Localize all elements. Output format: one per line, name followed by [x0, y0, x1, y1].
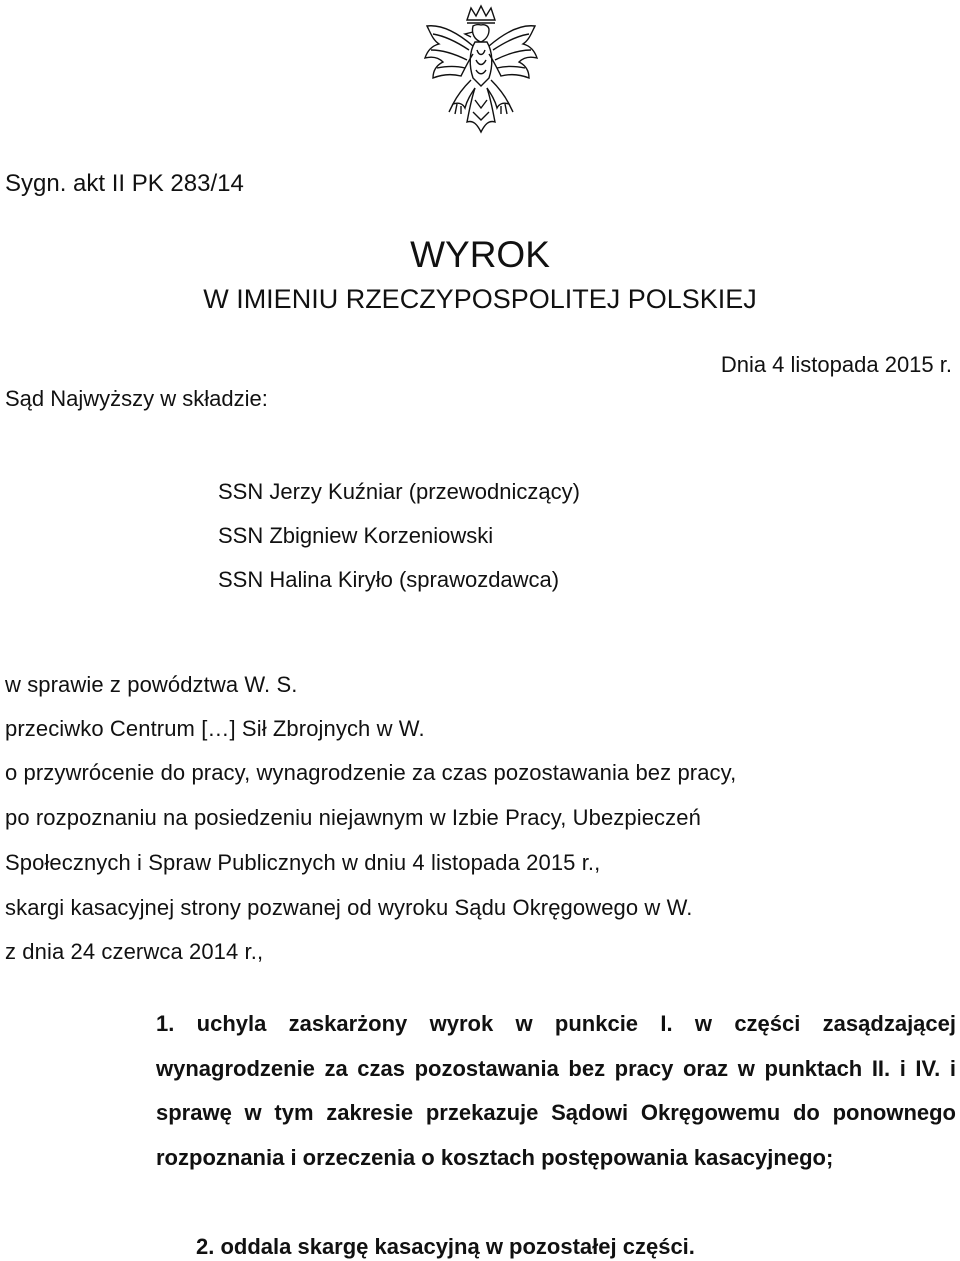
- case-number: Sygn. akt II PK 283/14: [5, 170, 244, 197]
- case-procedure: po rozpoznaniu na posiedzeniu niejawnym w Izbie Pracy, Ubezpieczeń: [5, 805, 701, 830]
- ruling-item-2: 2. oddala skargę kasacyjną w pozostałej części.: [196, 1234, 695, 1259]
- judge-member: SSN Zbigniew Korzeniowski: [218, 523, 494, 548]
- case-subject: o przywrócenie do pracy, wynagrodzenie za czas pozostawania bez pracy,: [5, 760, 737, 785]
- judgment-date: Dnia 4 listopada 2015 r.: [720, 352, 952, 377]
- appealed-judgment-date: z dnia 24 czerwca 2014 r.,: [5, 939, 264, 964]
- judge-presiding: SSN Jerzy Kuźniar (przewodniczący): [218, 479, 580, 504]
- case-defendant: przeciwko Centrum […] Sił Zbrojnych w W.: [5, 716, 425, 741]
- cassation-appeal: skargi kasacyjnej strony pozwanej od wyroku Sądu Okręgowego w W.: [5, 895, 693, 920]
- polish-eagle-emblem: [419, 4, 543, 136]
- document-subtitle: W IMIENIU RZECZYPOSPOLITEJ POLSKIEJ: [203, 284, 757, 314]
- document-title: WYROK: [410, 234, 550, 275]
- judge-rapporteur: SSN Halina Kiryło (sprawozdawca): [218, 567, 560, 592]
- case-procedure-cont: Społecznych i Spraw Publicznych w dniu 4 listopada 2015 r.,: [5, 850, 601, 875]
- court-composition-label: Sąd Najwyższy w składzie:: [5, 386, 268, 411]
- ruling-item-1: 1. uchyla zaskarżony wyrok w punkcie I. w części zasądzającej wynagrodzenie za czas pozostawania bez pracy oraz w punktach II. i IV. i sprawę w tym zakresie przekazuje Sądowi Okręgowemu do ponownego rozpoznania i orzeczenia o kosztach postępowania kasacyjnego;: [156, 1011, 956, 1170]
- case-plaintiff: w sprawie z powództwa W. S.: [5, 672, 298, 697]
